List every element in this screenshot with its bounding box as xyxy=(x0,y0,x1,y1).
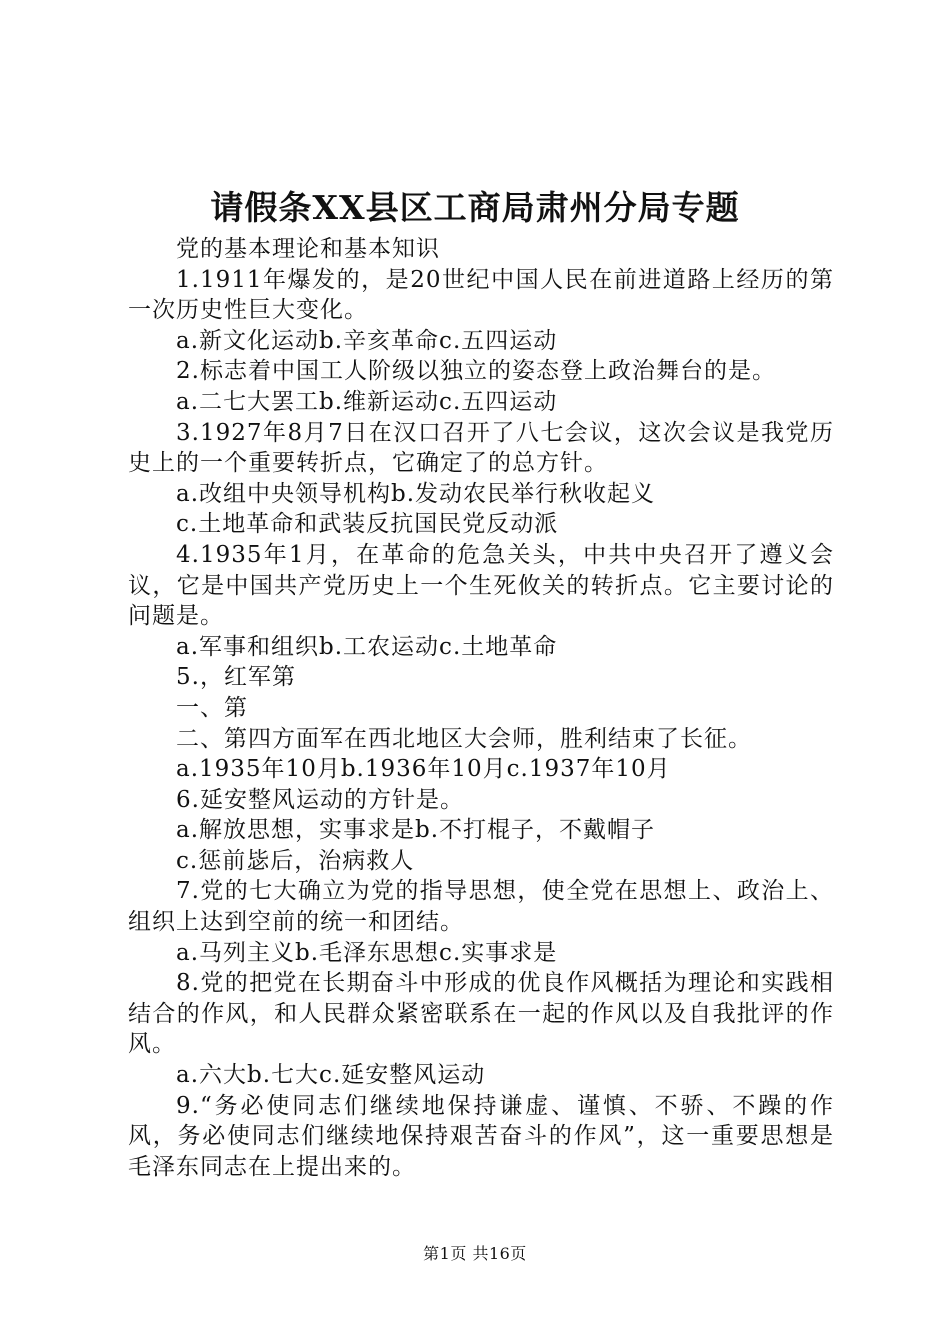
document-title: 请假条XX县区工商局肃州分局专题 xyxy=(210,188,740,227)
question-5-line-1: 5.，红军第 xyxy=(176,664,296,691)
question-8: 8.党的把党在长期奋斗中形成的优良作风概括为理论和实践相结合的作风，和人民群众紧密联系在一起的作风以及自我批评的作风。 xyxy=(128,970,834,1058)
question-1-options: a.新文化运动b.辛亥革命c.五四运动 xyxy=(176,327,558,354)
question-4: 4.1935年1月，在革命的危急关头，中共中央召开了遵义会议，它是中国共产党历史上一个生死攸关的转折点。它主要讨论的问题是。 xyxy=(128,541,834,630)
question-4-options: a.军事和组织b.工农运动c.土地革命 xyxy=(176,633,558,660)
question-7: 7.党的七大确立为党的指导思想，使全党在思想上、政治上、组织上达到空前的统一和团结。 xyxy=(128,878,834,936)
question-3-options-c: c.土地革命和武装反抗国民党反动派 xyxy=(176,511,559,538)
question-6: 6.延安整风运动的方针是。 xyxy=(176,786,464,813)
question-8-options: a.六大b.七大c.延安整风运动 xyxy=(176,1062,486,1089)
question-7-options: a.马列主义b.毛泽东思想c.实事求是 xyxy=(176,939,558,966)
question-2-options: a.二七大罢工b.维新运动c.五四运动 xyxy=(176,388,558,415)
question-3: 3.1927年8月7日在汉口召开了八七会议，这次会议是我党历史上的一个重要转折点，它确定了的总方针。 xyxy=(128,419,834,477)
question-5-options: a.1935年10月b.1936年10月c.1937年10月 xyxy=(176,756,671,783)
section-heading: 党的基本理论和基本知识 xyxy=(176,236,440,262)
question-1: 1.1911年爆发的，是20世纪中国人民在前进道路上经历的第一次历史性巨大变化。 xyxy=(128,266,834,324)
question-6-options-c: c.惩前毖后，治病救人 xyxy=(176,847,415,874)
question-5-line-2: 一、第 xyxy=(176,694,248,721)
question-9: 9.“务必使同志们继续地保持谦虚、谨慎、不骄、不躁的作风，务必使同志们继续地保持艰苦奋斗的作风”，这一重要思想是毛泽东同志在上提出来的。 xyxy=(128,1092,834,1180)
question-6-options-ab: a.解放思想，实事求是b.不打棍子，不戴帽子 xyxy=(176,817,656,844)
question-3-options-ab: a.改组中央领导机构b.发动农民举行秋收起义 xyxy=(176,480,656,507)
document-body xyxy=(128,234,834,1182)
question-2: 2.标志着中国工人阶级以独立的姿态登上政治舞台的是。 xyxy=(176,358,776,385)
question-5-line-3: 二、第四方面军在西北地区大会师，胜利结束了长征。 xyxy=(176,725,752,752)
page-footer: 第1页 共16页 xyxy=(423,1244,527,1263)
